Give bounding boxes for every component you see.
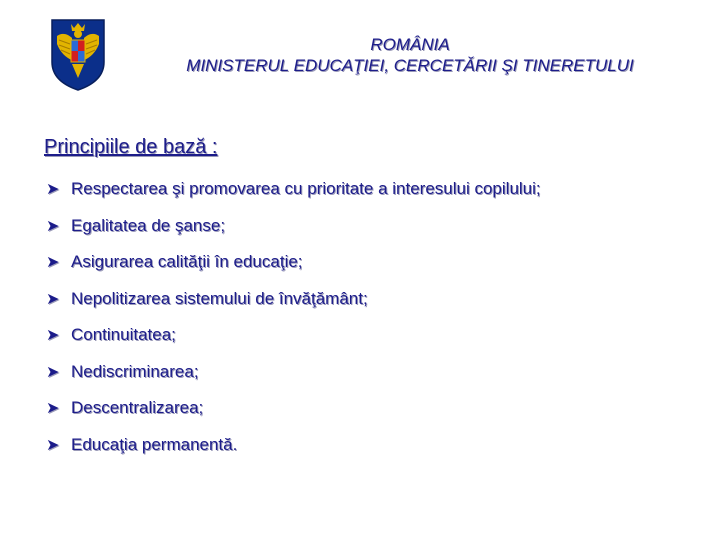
header [120,34,700,76]
arrow-bullet-icon: ➤ [46,363,60,381]
ministry-title: MINISTERUL EDUCAŢIEI, CERCETĂRII ŞI TINERETULUI [186,56,634,75]
list-item-text: Asigurarea calităţii în educaţie; [71,252,303,272]
list-item [46,354,541,391]
list-item [46,317,541,354]
list-item-text: Nediscriminarea; [71,361,199,381]
list-item [46,281,541,318]
list-item [46,171,541,208]
list-item-text: Egalitatea de şanse; [71,215,226,235]
list-item [46,208,541,245]
coat-of-arms-icon [50,18,106,92]
arrow-bullet-icon: ➤ [46,327,60,345]
list-item [46,244,541,281]
list-item-text: Continuitatea; [71,325,176,345]
principles-list [46,171,541,463]
arrow-bullet-icon: ➤ [46,254,60,272]
arrow-bullet-icon: ➤ [46,181,60,199]
arrow-bullet-icon: ➤ [46,217,60,235]
list-item [46,390,541,427]
arrow-bullet-icon: ➤ [46,436,60,454]
arrow-bullet-icon: ➤ [46,290,60,308]
arrow-bullet-icon: ➤ [46,400,60,418]
list-item [46,427,541,464]
list-item-text: Educaţia permanentă. [71,434,238,454]
list-item-text: Respectarea şi promovarea cu prioritate a interesului copilului; [71,179,541,199]
list-item-text: Nepolitizarea sistemului de învăţământ; [71,288,368,308]
section-title: Principiile de bază : [44,136,218,158]
country-title: ROMÂNIA [370,35,450,54]
list-item-text: Descentralizarea; [71,398,204,418]
